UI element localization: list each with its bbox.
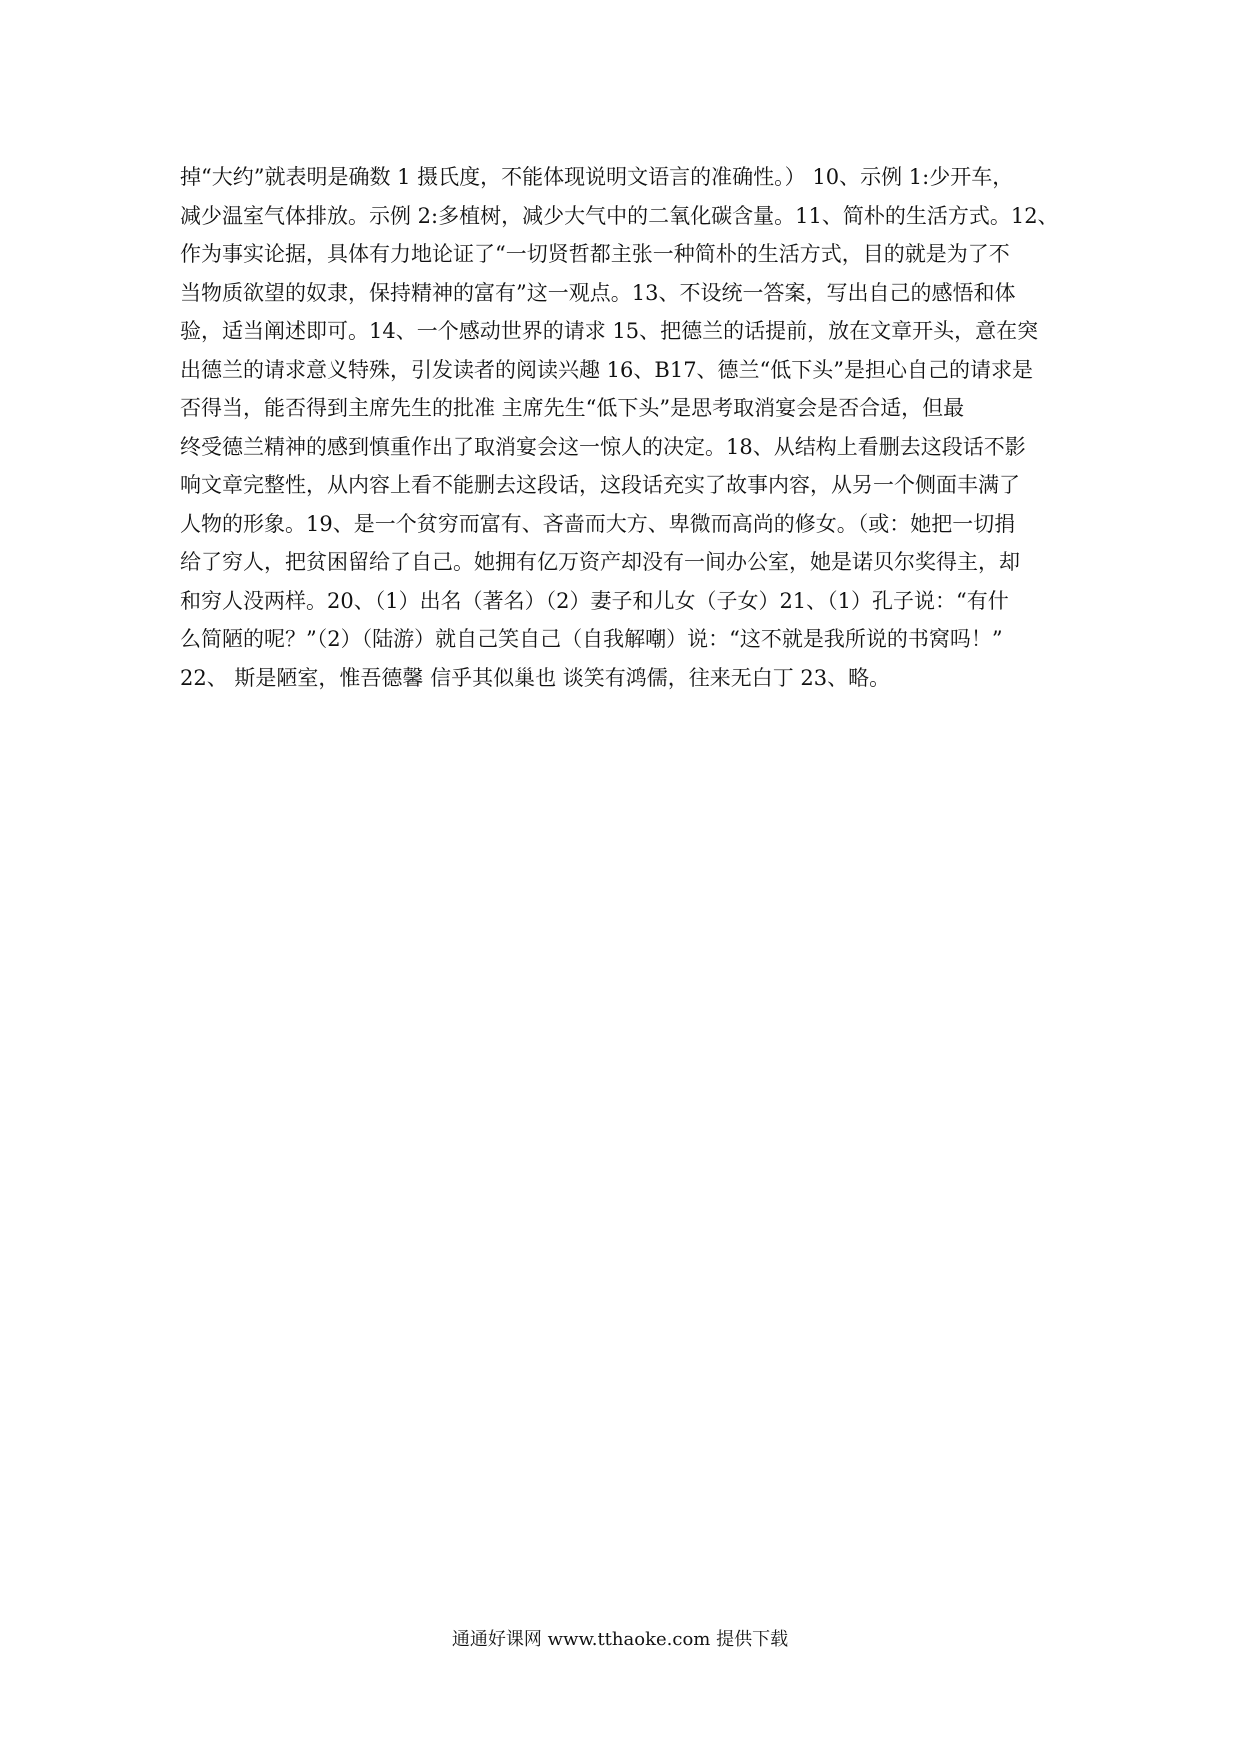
text-line-3: 作为事实论据，具体有力地论证了“一切贤哲都主张一种简朴的生活方式，目的就是为了不 [180, 242, 1010, 266]
text-line-1: 掉“大约”就表明是确数 1 摄氏度，不能体现说明文语言的准确性。） 10、示例 1:少开车， [180, 165, 1014, 189]
text-line-4: 当物质欲望的奴隶，保持精神的富有”这一观点。13、不设统一答案，写出自己的感悟和体 [180, 280, 1016, 305]
text-line-8: 终受德兰精神的感到慎重作出了取消宴会这一惊人的决定。18、从结构上看删去这段话不影 [180, 434, 1026, 459]
text-line-2: 减少温室气体排放。示例 2:多植树，减少大气中的二氧化碳含量。11、简朴的生活方式。12、 [180, 203, 1059, 228]
page-footer: 通通好课网 www.tthaoke.com 提供下载 [451, 1629, 789, 1650]
text-line-6: 出德兰的请求意义特殊，引发读者的阅读兴趣 16、B17、德兰“低下头”是担心自己的请求是 [180, 357, 1034, 382]
text-line-5: 验，适当阐述即可。14、一个感动世界的请求 15、把德兰的话提前，放在文章开头，意在突 [180, 319, 1039, 343]
text-line-7: 否得当，能否得到主席先生的批准 主席先生“低下头”是思考取消宴会是否合适，但最 [180, 396, 965, 420]
text-line-14: 22、 斯是陋室，惟吾德馨 信乎其似巢也 谈笑有鸿儒，往来无白丁 23、略。 [180, 665, 891, 690]
text-line-11: 给了穷人，把贫困留给了自己。她拥有亿万资产却没有一间办公室，她是诺贝尔奖得主，却 [180, 550, 1020, 574]
text-line-12: 和穷人没两样。20、（1）出名（著名）（2）妻子和儿女（子女）21、（1）孔子说：“有什 [180, 588, 1009, 613]
text-line-9: 响文章完整性，从内容上看不能删去这段话，这段话充实了故事内容，从另一个侧面丰满了 [180, 473, 1020, 497]
text-line-13: 么简陋的呢？”（2）（陆游）就自己笑自己（自我解嘲）说：“这不就是我所说的书窝吗！” [180, 627, 1003, 651]
text-line-10: 人物的形象。19、是一个贫穷而富有、吝啬而大方、卑微而高尚的修女。（或：她把一切捐 [180, 511, 1016, 536]
answer-text-block [180, 158, 1080, 697]
